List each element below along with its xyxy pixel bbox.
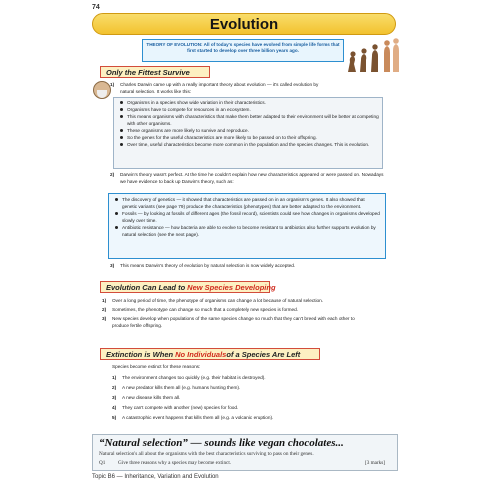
list-item: Sometimes, the phenotype can change so much that a completely new species is formed. xyxy=(112,307,299,312)
bullet-item: So the genes for the useful characteristics are more likely to be passed on to their offspring. xyxy=(118,134,380,141)
topic-footer: Topic B6 — Inheritance, Variation and Evolution xyxy=(92,474,219,480)
p3-number: 3) xyxy=(110,263,115,268)
evidence-bullets xyxy=(113,196,381,238)
bullet-item: Over time, useful characteristics become more common in the population and the species changes. This is evolution. xyxy=(118,141,380,148)
list-number: 3) xyxy=(102,316,107,321)
p2-text: Darwin's theory wasn't perfect. At the time he couldn't explain how new characteristics appeared or were passed on. Nowadays we have evidence to back up Darwin's theory, such as: xyxy=(120,172,384,184)
section-heading-fittest-text: Only the Fittest Survive xyxy=(106,67,190,77)
bullet-item: Organisms in a species show wide variation in their characteristics. xyxy=(118,99,380,106)
section-heading-new-species xyxy=(100,281,276,293)
natural-selection-bullets xyxy=(118,99,380,148)
summary-body: Natural selection's all about the organisms with the best characteristics surviving to pass on their genes. xyxy=(99,451,314,457)
title-banner xyxy=(92,13,396,35)
bullet-item: This means organisms with characteristics that make them better adapted to their environment will be better at competing with other organisms. xyxy=(118,113,380,127)
section-heading-new-species-a: Evolution Can Lead to xyxy=(106,282,186,292)
section-heading-new-species-b: New Species Developing xyxy=(187,282,276,292)
list-item: A new disease kills them all. xyxy=(122,395,181,400)
theory-box: THEORY OF EVOLUTION: All of today's species have evolved from simple life forms that first started to develop over three billion years ago. xyxy=(142,39,344,62)
summary-headline: “Natural selection” — sounds like vegan chocolates... xyxy=(99,437,344,449)
question-text: Give three reasons why a species may become extinct. xyxy=(118,460,232,466)
p1-text: Charles Darwin came up with a really important theory about evolution — it's called evolution by natural selection. It works like this: xyxy=(120,82,319,94)
p2-number: 2) xyxy=(110,172,115,177)
section-heading-extinction-c: of a Species Are Left xyxy=(226,349,301,359)
list-number: 5) xyxy=(112,415,117,420)
darwin-portrait-icon xyxy=(93,81,111,99)
list-number: 1) xyxy=(112,375,117,380)
bullet-item: These organisms are more likely to survive and reproduce. xyxy=(118,127,380,134)
question-label: Q1 xyxy=(99,460,106,466)
list-number: 3) xyxy=(112,395,117,400)
evidence-item: Antibiotic resistance — how bacteria are able to evolve to become resistant to antibiotics also further supports evolution by natural selection (see the next page). xyxy=(113,224,381,238)
evidence-item: The discovery of genetics — it showed that characteristics are passed on in an organism's genes. It also showed that genetic variants (see page 79) produce the characteristics (phenotypes) that are better adapted to the environment. xyxy=(113,196,381,210)
extinction-intro: Species become extinct for these reasons: xyxy=(112,364,201,369)
list-item: A catastrophic event happens that kills them all (e.g. a volcanic eruption). xyxy=(122,415,274,420)
bullet-item: Organisms have to compete for resources in an ecosystem. xyxy=(118,106,380,113)
list-number: 1) xyxy=(102,298,107,303)
section-heading-extinction-a: Extinction is When xyxy=(106,349,174,359)
evolution-march-illustration xyxy=(344,34,400,76)
section-heading-fittest xyxy=(100,66,210,78)
list-item: The environment changes too quickly (e.g. their habitat is destroyed). xyxy=(122,375,266,380)
page-number: 74 xyxy=(92,4,100,11)
p3-text: This means Darwin's theory of evolution by natural selection is now widely accepted. xyxy=(120,263,296,268)
section-heading-extinction-b: No Individuals xyxy=(175,349,227,359)
p1-number: 1) xyxy=(110,82,115,87)
list-item: New species develop when populations of the same species change so much that they can't breed with each other to produce fertile offspring. xyxy=(112,316,355,328)
list-number: 2) xyxy=(102,307,107,312)
list-item: Over a long period of time, the phenotype of organisms can change a lot because of natural selection. xyxy=(112,298,324,303)
list-number: 4) xyxy=(112,405,117,410)
list-number: 2) xyxy=(112,385,117,390)
list-item: A new predator kills them all (e.g. humans hunting them). xyxy=(122,385,241,390)
list-item: They can't compete with another (new) species for food. xyxy=(122,405,239,410)
question-marks: [3 marks] xyxy=(365,460,386,466)
section-heading-extinction xyxy=(100,348,320,360)
evidence-item: Fossils — by looking at fossils of different ages (the fossil record), scientists could see how changes in organisms developed slowly over time. xyxy=(113,210,381,224)
page-title: Evolution xyxy=(209,15,279,33)
